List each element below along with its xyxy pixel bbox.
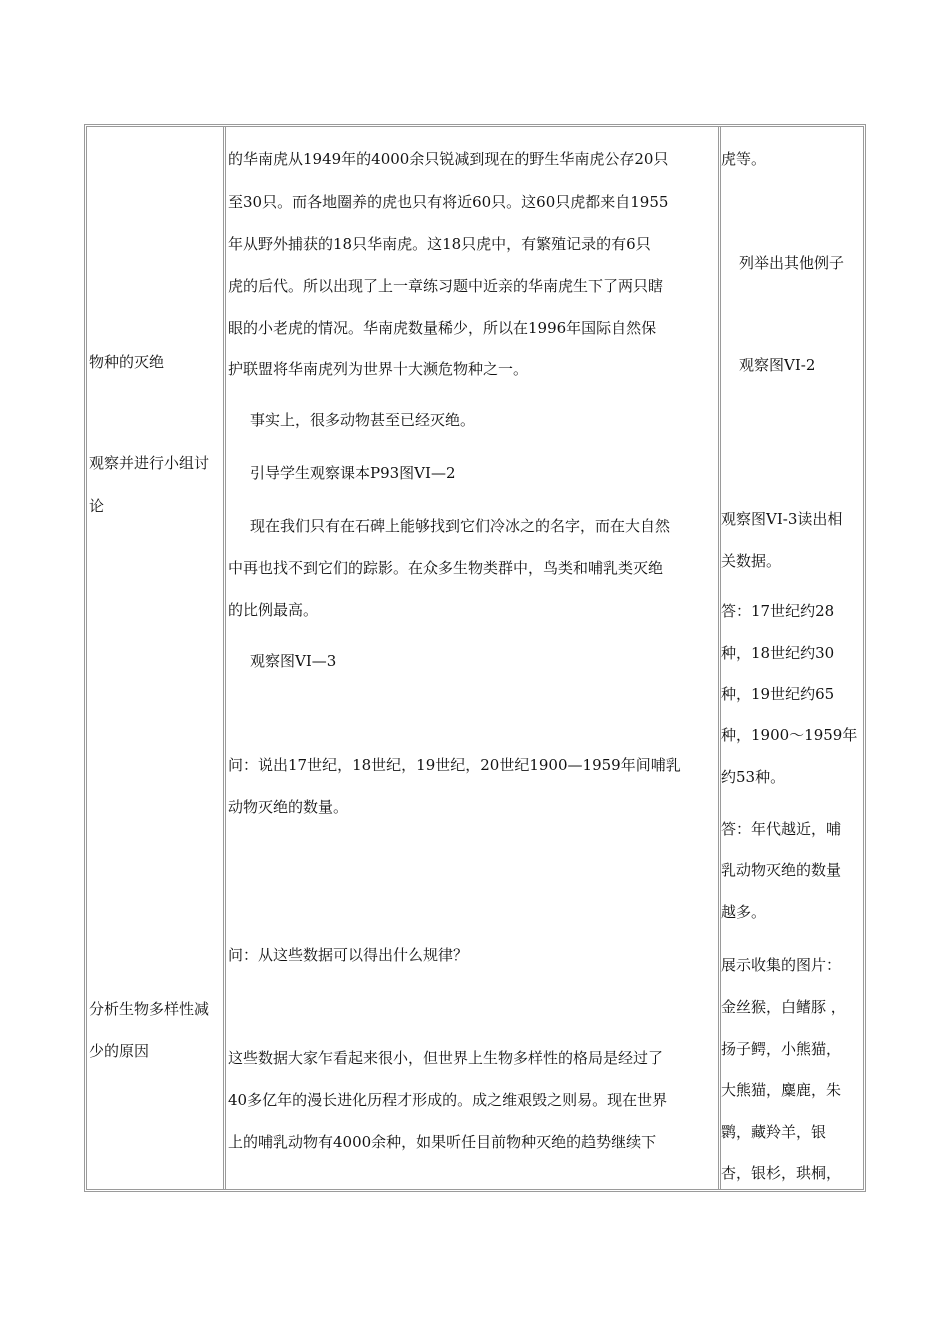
observe-fig3-line: 观察图VI—3 [250, 652, 337, 670]
analyze-line2: 少的原因 [89, 1042, 150, 1060]
text-line: 虎的后代。所以出现了上一章练习题中近亲的华南虎生下了两只瞎 [228, 277, 664, 295]
answer1-line: 答：17世纪约28 [721, 602, 835, 620]
answer1-line: 种，18世纪约30 [721, 644, 835, 662]
observe-discuss-line1: 观察并进行小组讨 [89, 454, 210, 472]
show-line: 杏，银杉，珙桐， [721, 1164, 842, 1182]
text-line: 至30只。而各地圈养的虎也只有将近60只。这60只虎都来自1955 [228, 193, 669, 211]
tiger-etc: 虎等。 [721, 150, 767, 168]
activity-column [87, 127, 226, 1189]
text-line: 年从野外捕获的18只华南虎。这18只虎中，有繁殖记录的有6只 [228, 235, 651, 253]
text-line: 护联盟将华南虎列为世界十大濒危物种之一。 [228, 360, 529, 378]
question1-line: 动物灭绝的数量。 [228, 798, 349, 816]
text-line: 眼的小老虎的情况。华南虎数量稀少，所以在1996年国际自然保 [228, 319, 657, 337]
answer1-line: 约53种。 [721, 768, 786, 786]
student-column [721, 127, 867, 1189]
text-line: 现在我们只有在石碑上能够找到它们冷冰之的名字，而在大自然 [250, 517, 671, 535]
text-line: 的比例最高。 [228, 601, 319, 619]
question1-line: 问：说出17世纪，18世纪，19世纪，20世纪1900—1959年间哺乳 [228, 756, 681, 774]
text-line: 上的哺乳动物有4000余种，如果听任目前物种灭绝的趋势继续下 [228, 1133, 657, 1151]
lesson-table [84, 124, 866, 1192]
show-line: 金丝猴，白鳍豚 ， [721, 998, 846, 1016]
show-line: 大熊猫，麋鹿，朱 [721, 1081, 842, 1099]
show-line: 展示收集的图片： [721, 956, 842, 974]
text-line: 这些数据大家乍看起来很小，但世界上生物多样性的格局是经过了 [228, 1049, 664, 1067]
answer2-line: 答：年代越近，哺 [721, 820, 842, 838]
teacher-column [226, 127, 721, 1189]
text-line: 40多亿年的漫长进化历程才形成的。成之维艰毁之则易。现在世界 [228, 1091, 668, 1109]
observe-fig2: 观察图VI-2 [739, 356, 816, 374]
read-fig3-line: 观察图VI-3读出相 [721, 510, 843, 528]
answer1-line: 种，1900～1959年 [721, 726, 858, 744]
fact-line: 事实上，很多动物甚至已经灭绝。 [250, 411, 476, 429]
text-line: 中再也找不到它们的踪影。在众多生物类群中，鸟类和哺乳类灭绝 [228, 559, 664, 577]
guide-line: 引导学生观察课本P93图VI—2 [250, 464, 456, 482]
answer2-line: 越多。 [721, 903, 767, 921]
show-line: 扬子鳄，小熊猫， [721, 1040, 842, 1058]
text-line: 的华南虎从1949年的4000余只锐减到现在的野生华南虎公存20只 [228, 150, 669, 168]
answer1-line: 种，19世纪约65 [721, 685, 835, 703]
topic-extinction: 物种的灭绝 [89, 353, 165, 371]
question2-line: 问：从这些数据可以得出什么规律？ [228, 946, 469, 964]
list-examples: 列举出其他例子 [739, 254, 845, 272]
answer2-line: 乳动物灭绝的数量 [721, 861, 842, 879]
analyze-line1: 分析生物多样性减 [89, 1000, 210, 1018]
observe-discuss-line2: 论 [89, 497, 105, 515]
show-line: 鹮，藏羚羊，银 [721, 1123, 827, 1141]
read-fig3-line: 关数据。 [721, 552, 782, 570]
